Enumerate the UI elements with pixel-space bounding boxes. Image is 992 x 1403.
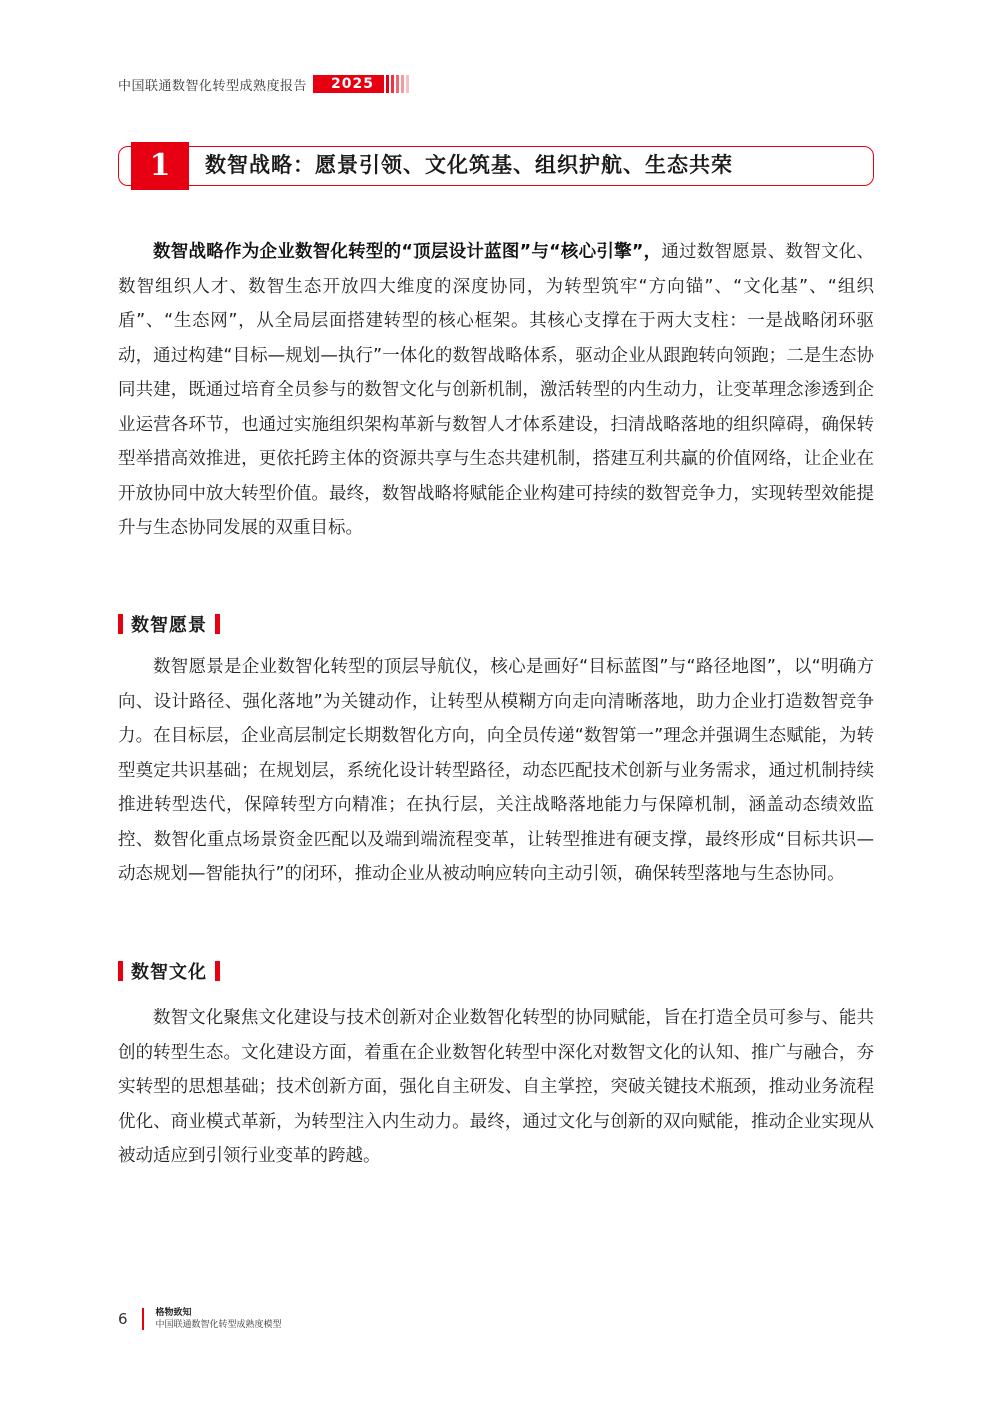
vision-paragraph: 数智愿景是企业数智化转型的顶层导航仪，核心是画好“目标蓝图”与“路径地图”，以“明确方向、设计路径、强化落地”为关键动作，让转型从模糊方向走向清晰落地，助力企业打造数智竞争力。在目标层，企业高层制定长期数智化方向，向全员传递“数智第一”理念并强调生态赋能，为转型奠定共识基础；在规划层，系统化设计转型路径，动态匹配技术创新与业务需求，通过机制持续推进转型迭代，保障转型方向精准；在执行层，关注战略落地能力与保障机制，涵盖动态绩效监控、数智化重点场景资金匹配以及端到端流程变革，让转型推进有硬支撑，最终形成“目标共识—动态规划—智能执行”的闭环，推动企业从被动响应转向主动引领，确保转型落地与生态协同。 bbox=[118, 657, 874, 884]
heading-bar-right bbox=[215, 614, 220, 634]
footer-brand: 格物致知 bbox=[155, 1308, 192, 1318]
section-banner bbox=[118, 146, 874, 186]
year-badge bbox=[313, 75, 411, 93]
page-number: 6 bbox=[118, 1310, 128, 1328]
intro-lead: 数智战略作为企业数智化转型的“顶层设计蓝图”与“核心引擎”， bbox=[153, 242, 662, 262]
section-number: 1 bbox=[131, 142, 189, 190]
intro-body: 通过数智愿景、数智文化、数智组织人才、数智生态开放四大维度的深度协同，为转型筑牢“方向锚”、“文化基”、“组织盾”、“生态网”，从全局层面搭建转型的核心框架。其核心支撑在于两大支柱：一是战略闭环驱动，通过构建“目标—规划—执行”一体化的数智战略体系，驱动企业从跟跑转向领跑；二是生态协同共建，既通过培育全员参与的数智文化与创新机制，激活转型的内生动力，让变革理念渗透到企业运营各环节，也通过实施组织架构革新与数智人才体系建设，扫清战略落地的组织障碍，确保转型举措高效推进，更依托跨主体的资源共享与生态共建机制，搭建互利共赢的价值网络，让企业在开放协同中放大转型价值。最终，数智战略将赋能企业构建可持续的数智竞争力，实现转型效能提升与生态协同发展的双重目标。 bbox=[118, 242, 874, 538]
culture-heading: 数智文化 bbox=[131, 962, 207, 983]
page-footer bbox=[118, 1306, 282, 1332]
heading-bar-left bbox=[118, 614, 123, 634]
year-label: 2025 bbox=[313, 75, 384, 93]
subheading-culture bbox=[118, 959, 220, 983]
badge-stripes-decoration bbox=[386, 75, 411, 93]
heading-bar-left bbox=[118, 961, 123, 981]
footer-divider bbox=[142, 1308, 144, 1330]
subheading-vision bbox=[118, 612, 220, 636]
report-title: 中国联通数智化转型成熟度报告 bbox=[118, 78, 308, 94]
heading-bar-right bbox=[215, 961, 220, 981]
running-header bbox=[118, 74, 411, 94]
intro-paragraph bbox=[118, 235, 874, 546]
culture-paragraph: 数智文化聚焦文化建设与技术创新对企业数智化转型的协同赋能，旨在打造全员可参与、能共创的转型生态。文化建设方面，着重在企业数智化转型中深化对数智文化的认知、推广与融合，夯实转型的思想基础；技术创新方面，强化自主研发、自主掌控，突破关键技术瓶颈，推动业务流程优化、商业模式革新，为转型注入内生动力。最终，通过文化与创新的双向赋能，推动企业实现从被动适应到引领行业变革的跨越。 bbox=[118, 1008, 874, 1166]
footer-subtitle: 中国联通数智化转型成熟度模型 bbox=[155, 1320, 282, 1330]
vision-heading: 数智愿景 bbox=[131, 615, 207, 636]
footer-text bbox=[156, 1307, 282, 1331]
section-title: 数智战略：愿景引领、文化筑基、组织护航、生态共荣 bbox=[205, 153, 733, 177]
